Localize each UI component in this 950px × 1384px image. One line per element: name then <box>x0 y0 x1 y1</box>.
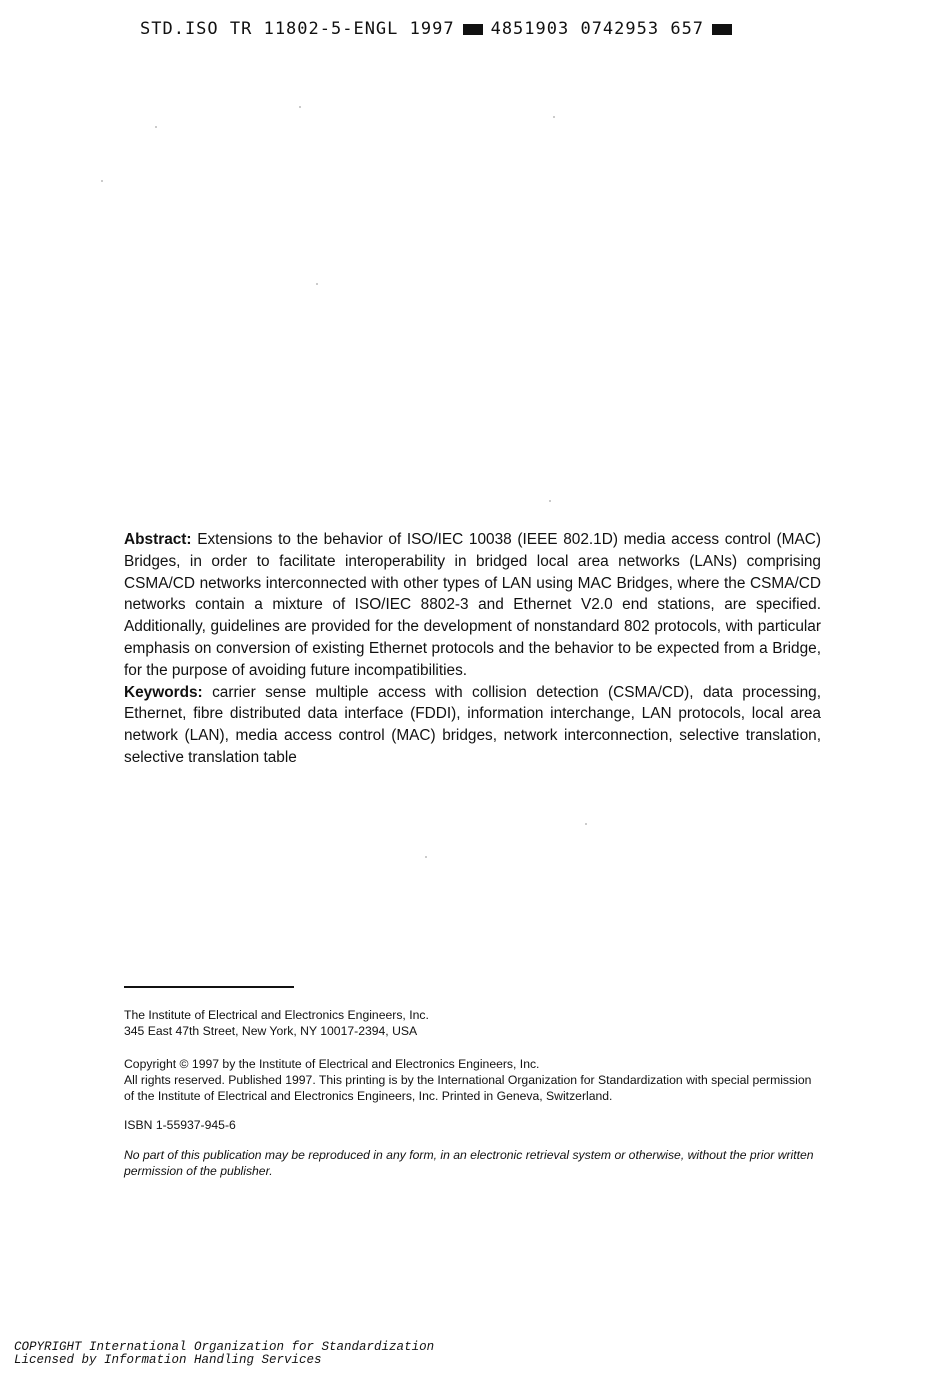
scan-speck <box>299 106 301 108</box>
footnote-divider <box>124 986 294 988</box>
abstract-label: Abstract: <box>124 531 192 548</box>
isbn-text: ISBN 1-55937-945-6 <box>124 1118 236 1132</box>
footer-license-line: Licensed by Information Handling Services <box>14 1353 322 1367</box>
notice-text: No part of this publication may be reproduced in any form, in an electronic retrieval system or otherwise, without the prior written permission of the publisher. <box>124 1148 814 1178</box>
scan-speck <box>585 823 587 825</box>
isbn <box>124 1117 824 1133</box>
scan-speck <box>549 500 551 502</box>
scan-speck <box>316 283 318 285</box>
license-footer <box>14 1341 434 1367</box>
keywords-label: Keywords: <box>124 683 203 701</box>
publisher-name: The Institute of Electrical and Electronics Engineers, Inc. <box>124 1008 429 1022</box>
scan-speck <box>553 116 555 118</box>
copyright-block <box>124 1056 824 1104</box>
copyright-line: Copyright © 1997 by the Institute of Electrical and Electronics Engineers, Inc. <box>124 1057 540 1071</box>
scan-speck <box>101 180 103 182</box>
rights-statement: All rights reserved. Published 1997. This printing is by the International Organization for Standardization with special permission of the Institute of Electrical and Electronics Engineers, Inc. Printed in Geneva, Switzerland. <box>124 1073 812 1103</box>
black-bar-mark <box>712 24 732 35</box>
publisher-block <box>124 1007 824 1039</box>
black-bar-mark <box>463 24 483 35</box>
reproduction-notice <box>124 1147 824 1179</box>
publisher-address: 345 East 47th Street, New York, NY 10017-2394, USA <box>124 1024 418 1038</box>
footer-copyright-line: COPYRIGHT International Organization for Standardization <box>14 1340 435 1354</box>
keywords-text: carrier sense multiple access with collision detection (CSMA/CD), data processing, Ethernet, fibre distributed data interface (FDDI), information interchange, LAN protocols, local area network (LAN), media access control (MAC) bridges, network interconnection, selective translation, selective translation table <box>124 683 821 766</box>
abstract-section <box>124 529 821 769</box>
keywords-paragraph <box>124 682 821 769</box>
document-header <box>140 19 780 39</box>
abstract-text: Extensions to the behavior of ISO/IEC 10038 (IEEE 802.1D) media access control (MAC) Bridges, in order to facilitate interoperability in bridged local area networks (LANs) comprising CSMA/CD networks interconnected with other types of LAN using MAC Bridges, where the CSMA/CD networks contain a mixture of ISO/IEC 8802-3 and Ethernet V2.0 end stations, are specified. Additionally, guidelines are provided for the development of nonstandard 802 protocols, with particular emphasis on conversion of existing Ethernet protocols and the behavior to be expected from a Bridge, for the purpose of avoiding future incompatibilities. <box>124 531 822 679</box>
barcode-numbers: 4851903 0742953 657 <box>490 19 705 39</box>
scan-speck <box>425 856 427 858</box>
document-id: STD.ISO TR 11802-5-ENGL 1997 <box>140 19 455 39</box>
scan-speck <box>155 126 157 128</box>
abstract-paragraph <box>124 529 821 682</box>
